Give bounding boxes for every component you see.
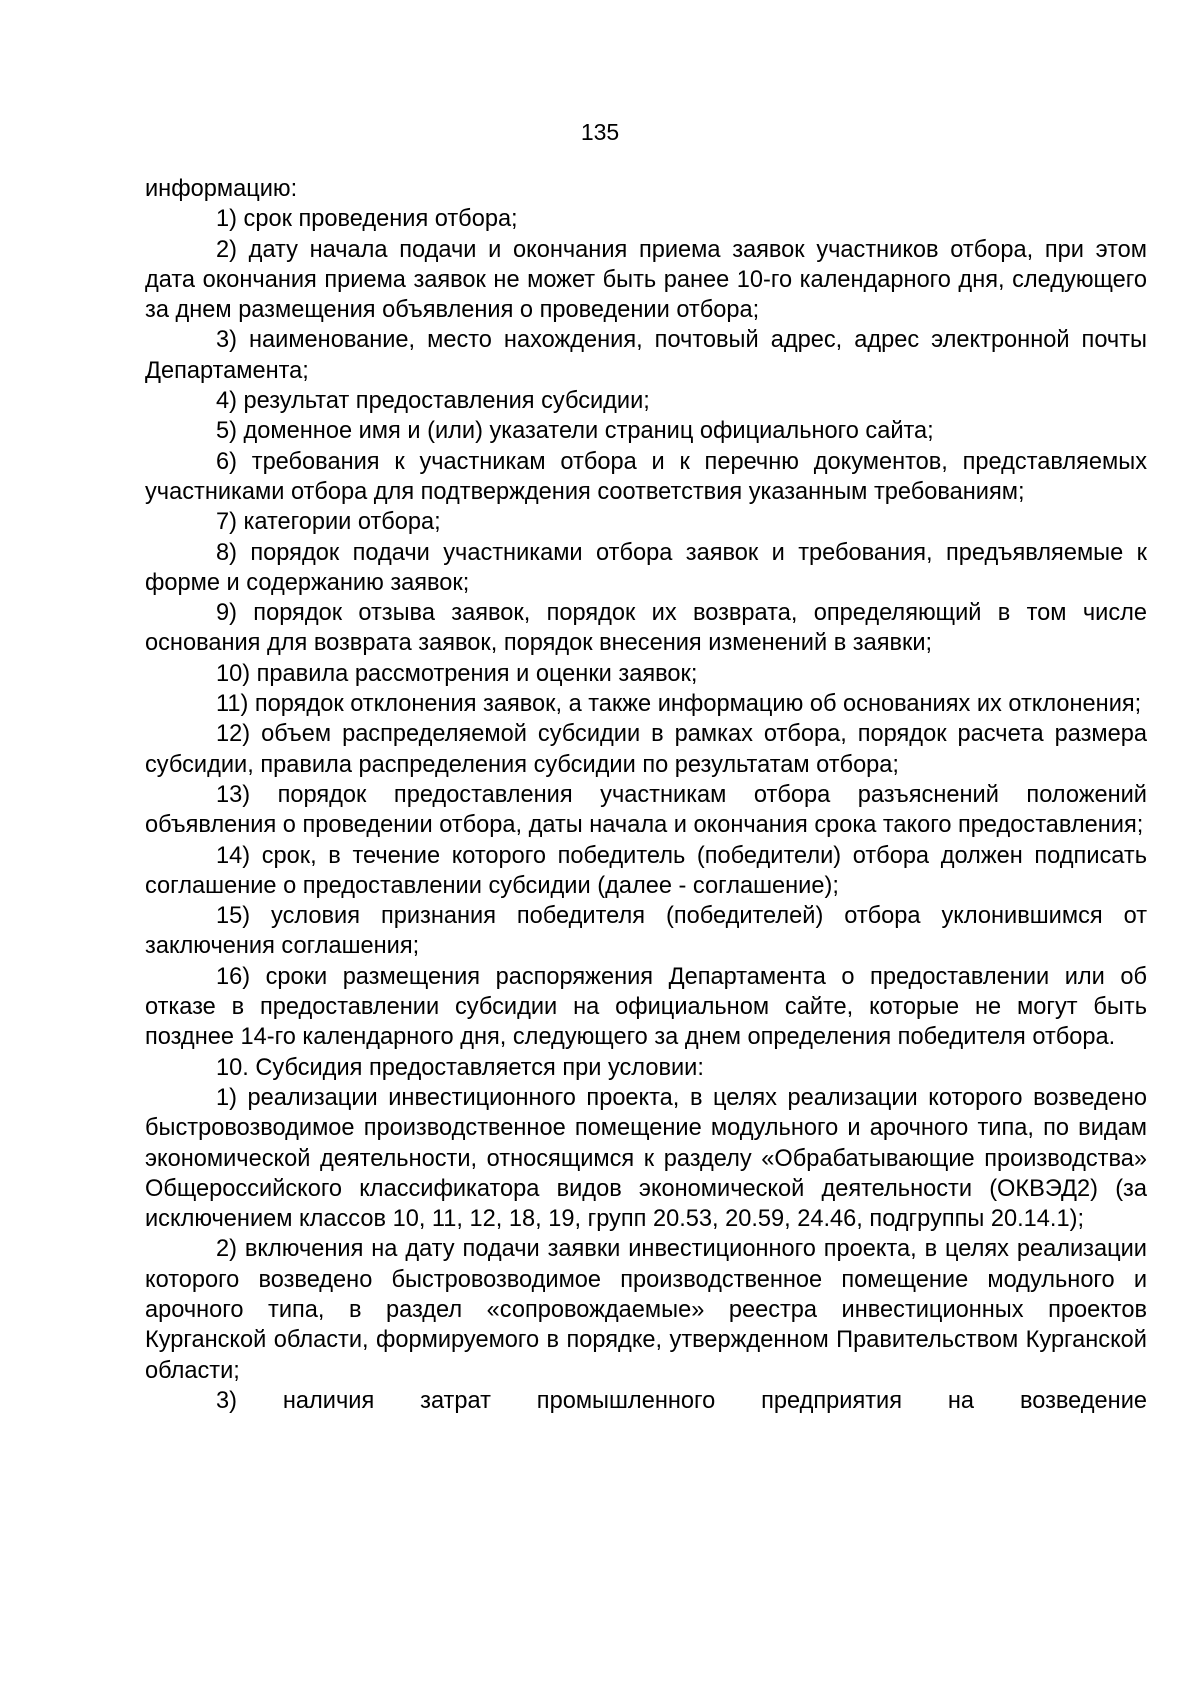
paragraph: информацию: <box>145 176 298 202</box>
list-item: 16) сроки размещения распоряжения Департамента о предоставлении или об отказе в предоставлении субсидии на официальном сайте, которые не могут быть позднее 14-го календарного дня, следующего за днем определения победителя отбора. <box>145 963 1147 1051</box>
page-number: 135 <box>580 119 620 145</box>
list-item: 15) условия признания победителя (победителей) отбора уклонившимся от заключения соглашения; <box>145 903 1147 960</box>
list-item: 10) правила рассмотрения и оценки заявок; <box>216 660 698 687</box>
section-clause: 10. Субсидия предоставляется при условии: <box>216 1054 704 1081</box>
list-item: 12) объем распределяемой субсидии в рамках отбора, порядок расчета размера субсидии, правила распределения субсидии по результатам отбора; <box>145 721 1147 778</box>
list-item: 6) требования к участникам отбора и к перечню документов, представляемых участниками отбора для подтверждения соответствия указанным требованиям; <box>145 448 1147 505</box>
list-item: 14) срок, в течение которого победитель (победители) отбора должен подписать соглашение о предоставлении субсидии (далее - соглашение); <box>145 842 1147 899</box>
list-item: 3) наименование, место нахождения, почтовый адрес, адрес электронной почты Департамента; <box>145 327 1147 384</box>
list-item: 2) включения на дату подачи заявки инвестиционного проекта, в целях реализации которого возведено быстровозводимое производственное помещение модульного и арочного типа, в раздел «сопровождаемые» реестра инвестиционных проектов Курганской области, формируемого в порядке, утвержденном Правительством Курганской области; <box>145 1236 1147 1384</box>
list-item: 8) порядок подачи участниками отбора заявок и требования, предъявляемые к форме и содержанию заявок; <box>145 539 1147 596</box>
list-item: 4) результат предоставления субсидии; <box>216 388 650 415</box>
list-item: 1) реализации инвестиционного проекта, в целях реализации которого возведено быстровозводимое производственное помещение модульного и арочного типа, по видам экономической деятельности, относящимся к разделу «Обрабатывающие производства» Общероссийского классификатора видов экономической деятельности (ОКВЭД2) (за исключением классов 10, 11, 12, 18, 19, групп 20.53, 20.59, 24.46, подгруппы 20.14.1); <box>145 1084 1147 1233</box>
list-item: 2) дату начала подачи и окончания приема заявок участников отбора, при этом дата окончания приема заявок не может быть ранее 10-го календарного дня, следующего за днем размещения объявления о проведении отбора; <box>145 236 1147 324</box>
document-body <box>145 174 1147 1416</box>
list-item: 9) порядок отзыва заявок, порядок их возврата, определяющий в том числе основания для возврата заявок, порядок внесения изменений в заявки; <box>145 600 1147 657</box>
list-item: 5) доменное имя и (или) указатели страниц официального сайта; <box>216 418 934 445</box>
list-item: 13) порядок предоставления участникам отбора разъяснений положений объявления о проведении отбора, даты начала и окончания срока такого предоставления; <box>145 781 1147 839</box>
list-item: 7) категории отбора; <box>216 509 441 536</box>
list-item: 1) срок проведения отбора; <box>216 206 518 233</box>
list-item: 11) порядок отклонения заявок, а также информацию об основаниях их отклонения; <box>216 691 1142 718</box>
list-item: 3) наличия затрат промышленного предприятия на возведение <box>216 1387 1147 1414</box>
